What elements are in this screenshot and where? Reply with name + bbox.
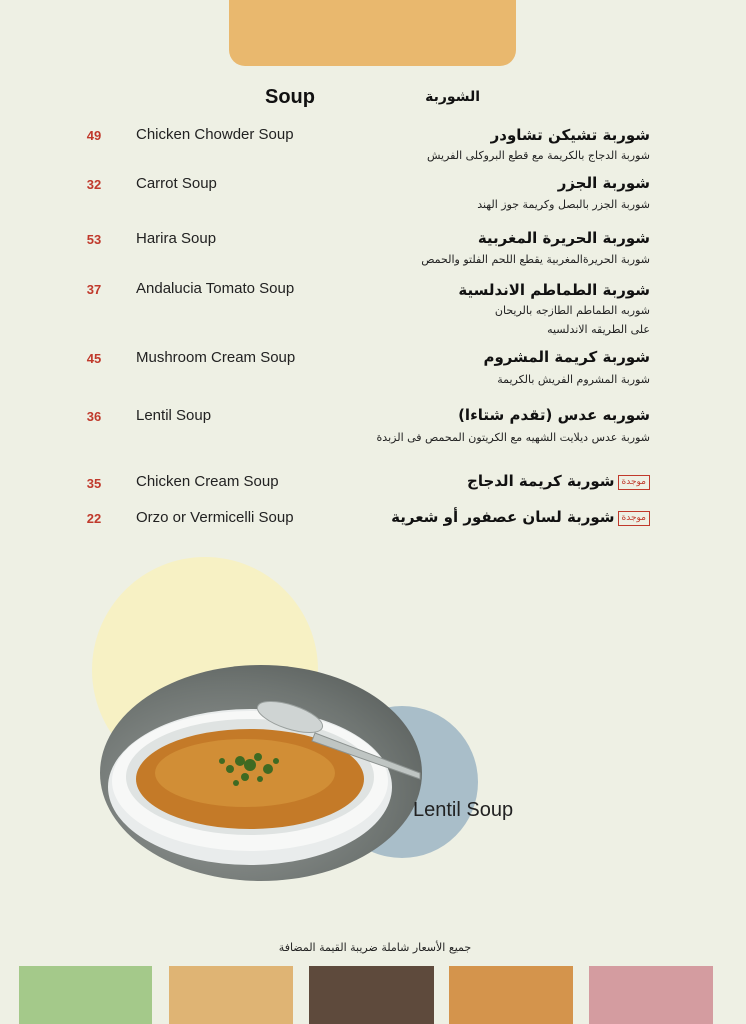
availability-badge: موجدة <box>618 511 650 526</box>
color-swatch-tan <box>169 966 293 1024</box>
item-desc-ar: شوربه الطماطم الطازجه بالريحان <box>494 304 650 317</box>
vat-note: جميع الأسعار شاملة ضريبة القيمة المضافة <box>278 941 472 954</box>
item-price: 49 <box>86 128 102 143</box>
item-price: 53 <box>86 232 102 247</box>
section-title-ar: الشوربة <box>425 89 480 105</box>
lentil-soup-photo <box>100 665 422 881</box>
item-name-en: Chicken Cream Soup <box>136 473 279 490</box>
item-name-ar-text: شوربة لسان عصفور أو شعرية <box>391 508 615 526</box>
item-price: 36 <box>86 409 102 424</box>
item-desc-ar: شوربة الجزر بالبصل وكريمة جوز الهند <box>477 198 650 211</box>
item-desc-ar: شوربة الدجاج بالكريمة مع قطع البروكلى الفريش <box>427 149 650 162</box>
section-title-en: Soup <box>265 86 315 108</box>
top-tab <box>229 0 516 66</box>
item-name-ar: شوربه عدس (تقدم شتاءا) <box>458 406 650 424</box>
item-price: 22 <box>86 511 102 526</box>
item-desc-ar: شوربة المشروم الفريش بالكريمة <box>497 373 650 386</box>
item-name-ar: شوربة الطماطم الاندلسية <box>458 281 650 299</box>
item-desc-ar: شوربة الحريرةالمغربية يقطع اللحم الفلتو والحمص <box>421 253 650 266</box>
item-price: 32 <box>86 177 102 192</box>
item-name-en: Chicken Chowder Soup <box>136 126 294 143</box>
item-name-en: Mushroom Cream Soup <box>136 349 296 366</box>
item-name-en: Andalucia Tomato Soup <box>136 280 295 297</box>
item-name-ar: شوربة كريمة المشروم <box>483 348 650 366</box>
item-name-ar <box>467 472 650 490</box>
item-name-en: Harira Soup <box>136 230 217 247</box>
item-name-en: Orzo or Vermicelli Soup <box>136 509 294 526</box>
soup-bowl-illustration <box>100 665 422 881</box>
availability-badge: موجدة <box>618 475 650 490</box>
color-swatch-brown <box>309 966 434 1024</box>
item-price: 37 <box>86 282 102 297</box>
color-swatch-orange <box>449 966 573 1024</box>
item-price: 45 <box>86 351 102 366</box>
item-price: 35 <box>86 476 102 491</box>
item-name-en: Carrot Soup <box>136 175 217 192</box>
item-name-ar: شوربة الحريرة المغربية <box>477 229 650 247</box>
item-name-en: Lentil Soup <box>136 407 212 424</box>
item-name-ar-text: شوربة كريمة الدجاج <box>467 472 615 490</box>
photo-caption: Lentil Soup <box>413 799 514 821</box>
item-name-ar: شوربة الجزر <box>557 174 650 192</box>
item-name-ar: شوربة تشيكن تشاودر <box>490 126 650 144</box>
color-swatch-pink <box>589 966 713 1024</box>
item-desc-ar: شوربة عدس ديلايت الشهيه مع الكريتون المحمص فى الزبدة <box>376 431 650 444</box>
item-desc-ar: على الطريقه الاندلسيه <box>547 323 650 336</box>
item-name-ar <box>391 508 650 526</box>
color-swatch-green <box>19 966 152 1024</box>
